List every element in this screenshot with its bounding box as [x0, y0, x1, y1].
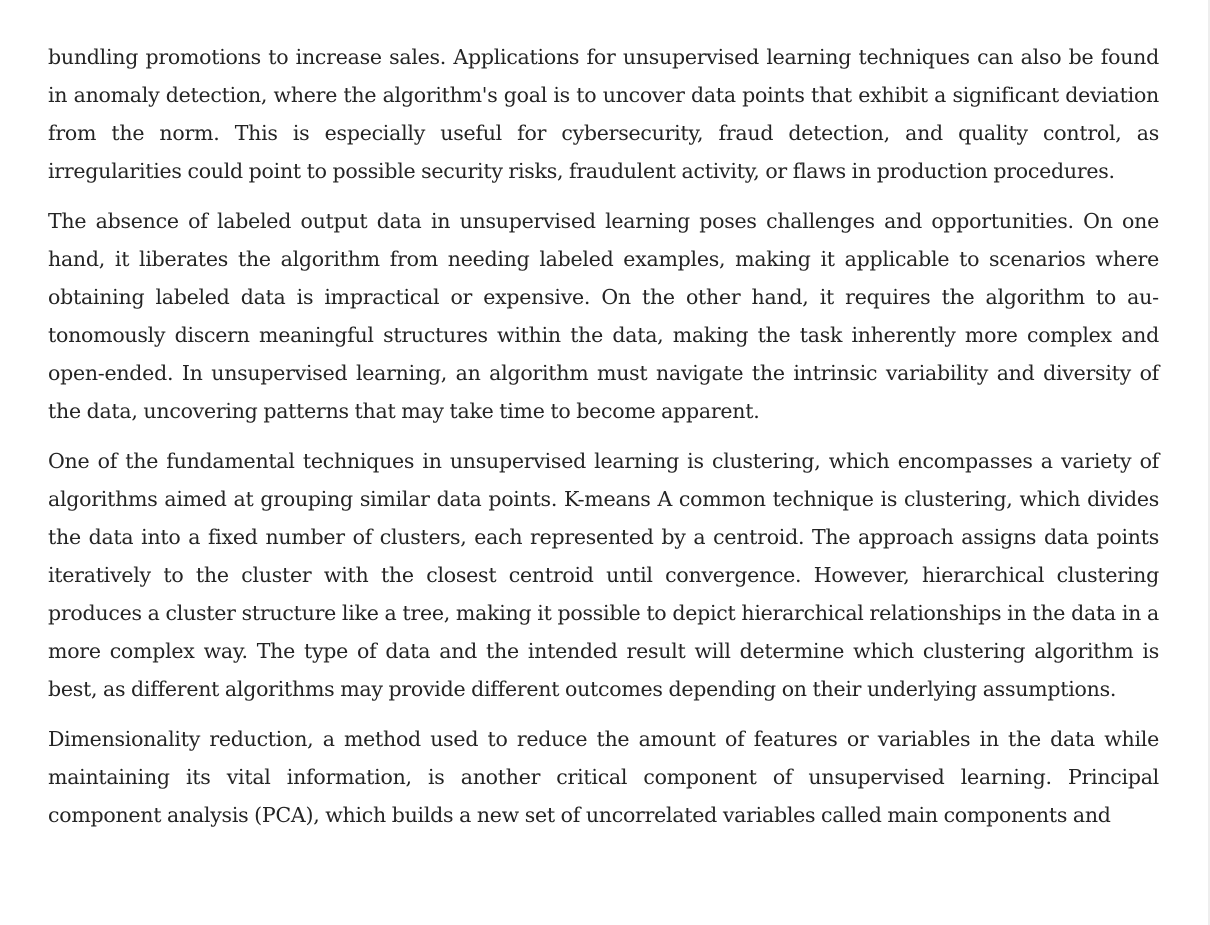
paragraph-labeled-data: The absence of labeled output data in unsupervised learning poses challenges and opportunities. On one hand, it liberates the algorithm from needing labeled examples, making it applicable to scenarios where obtaining labeled data is impractical or expensive. On the other hand, it requires the algorithm to autonomously discern meaningful structures within the data, making the task inherently more complex and open-ended. In unsupervised learning, an algorithm must navigate the intrinsic variability and diversity of the data, uncovering patterns that may take time to become apparent. — [48, 209, 1159, 423]
paragraph-dimensionality-reduction: Dimensionality reduction, a method used to reduce the amount of features or variables in the data while maintaining its vital information, is another critical component of unsupervised learning. Principal component analysis (PCA), which builds a new set of uncorrelated variables called main components and — [48, 727, 1159, 827]
article-body — [48, 38, 1159, 846]
paragraph-anomaly-detection: bundling promotions to increase sales. Applications for unsupervised learning techniques can also be found in anomaly detection, where the algorithm's goal is to uncover data points that exhibit a significant deviation from the norm. This is especially useful for cybersecurity, fraud detection, and quality control, as irregularities could point to possible security risks, fraudulent activity, or flaws in production procedures. — [48, 45, 1159, 183]
paragraph-clustering: One of the fundamental techniques in unsupervised learning is clustering, which encompasses a variety of algorithms aimed at grouping similar data points. K-means A common technique is clustering, which divides the data into a fixed number of clusters, each represented by a centroid. The approach assigns data points iteratively to the cluster with the closest centroid until convergence. However, hierarchical clustering produces a cluster structure like a tree, making it possible to depict hierarchical relationships in the data in a more complex way. The type of data and the intended result will determine which clustering algorithm is best, as different algorithms may provide different outcomes depending on their underlying assumptions. — [48, 449, 1159, 701]
